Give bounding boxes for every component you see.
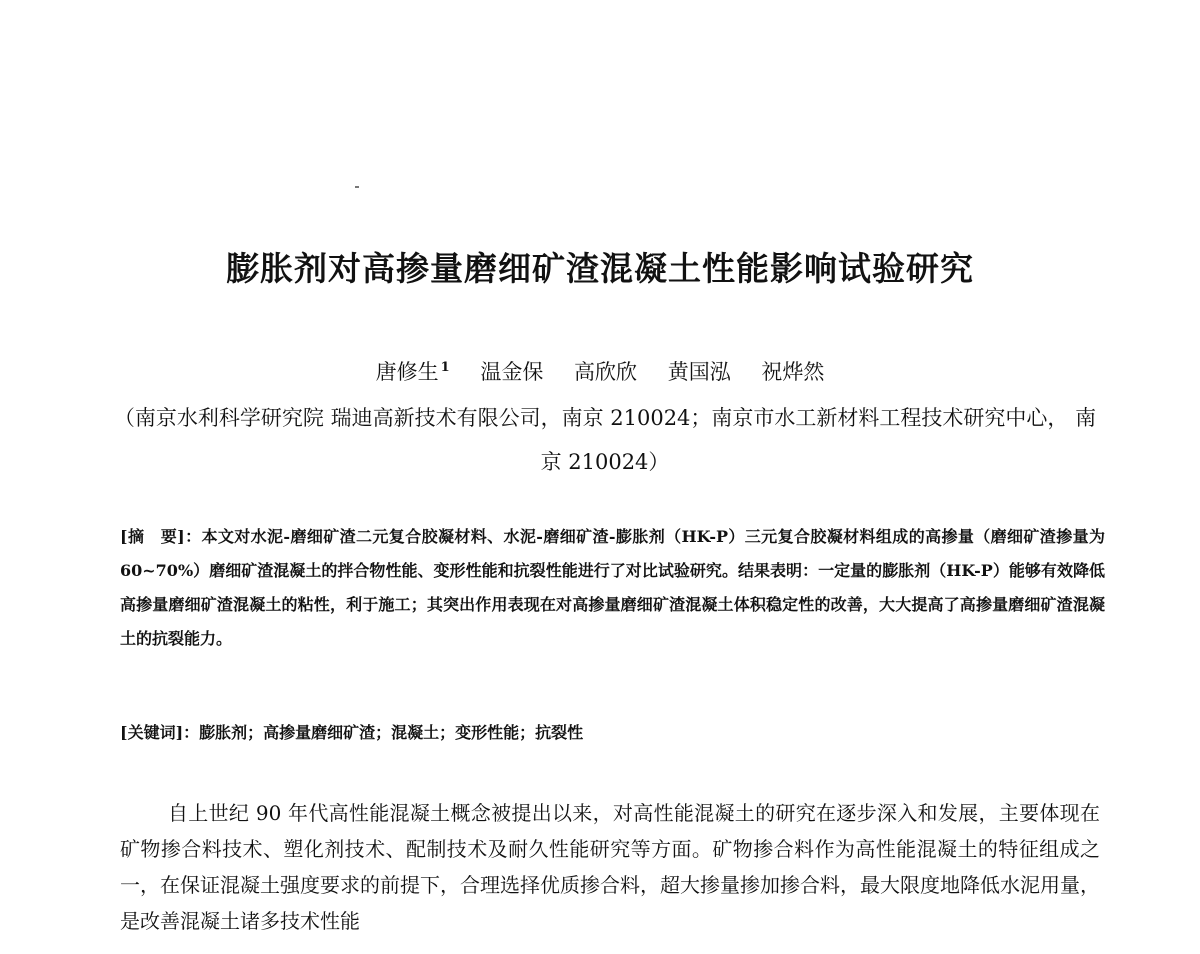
- author: 黄国泓: [667, 360, 731, 384]
- abstract: [120, 520, 1105, 656]
- author-list: [0, 356, 1200, 386]
- author: 高欣欣: [574, 360, 638, 384]
- abstract-label: [摘 要]：: [120, 527, 202, 546]
- keywords-label: [关键词]：: [120, 723, 200, 742]
- abstract-text: 本文对水泥-磨细矿渣二元复合胶凝材料、水泥-磨细矿渣-膨胀剂（HK-P）三元复合胶凝材料组成的高掺量（磨细矿渣掺量为 60~70%）磨细矿渣混凝土的拌合物性能、变形性能和抗裂性能进行了对比试验研究。结果表明：一定量的膨胀剂（HK-P）能够有效降低高掺量磨细矿渣混凝土的粘性，利于施工；其突出作用表现在对高掺量磨细矿渣混凝土体积稳定性的改善，大大提高了高掺量磨细矿渣混凝土的抗裂能力。: [120, 527, 1105, 648]
- paper-title: 膨胀剂对高掺量磨细矿渣混凝土性能影响试验研究: [226, 249, 974, 288]
- author: 祝烨然: [761, 360, 825, 384]
- author: 唐修生 $^1$: [375, 360, 450, 384]
- affiliation: （南京水利科学研究院 瑞迪高新技术有限公司，南京 210024；南京市水工新材料工程技术研究中心， 南京 210024）: [113, 406, 1097, 474]
- body-paragraph: 自上世纪 90 年代高性能混凝土概念被提出以来，对高性能混凝土的研究在逐步深入和发展，主要体现在矿物掺合料技术、塑化剂技术、配制技术及耐久性能研究等方面。矿物掺合料作为高性能混凝土的特征组成之一，在保证混凝土强度要求的前提下，合理选择优质掺合料，超大掺量掺加掺合料，最大限度地降低水泥用量，是改善混凝土诸多技术性能: [120, 801, 1100, 933]
- keywords: [120, 718, 1105, 748]
- scan-speck: [355, 186, 359, 188]
- author: 温金保: [480, 360, 544, 384]
- keywords-text: 膨胀剂；高掺量磨细矿渣；混凝土；变形性能；抗裂性: [199, 723, 584, 742]
